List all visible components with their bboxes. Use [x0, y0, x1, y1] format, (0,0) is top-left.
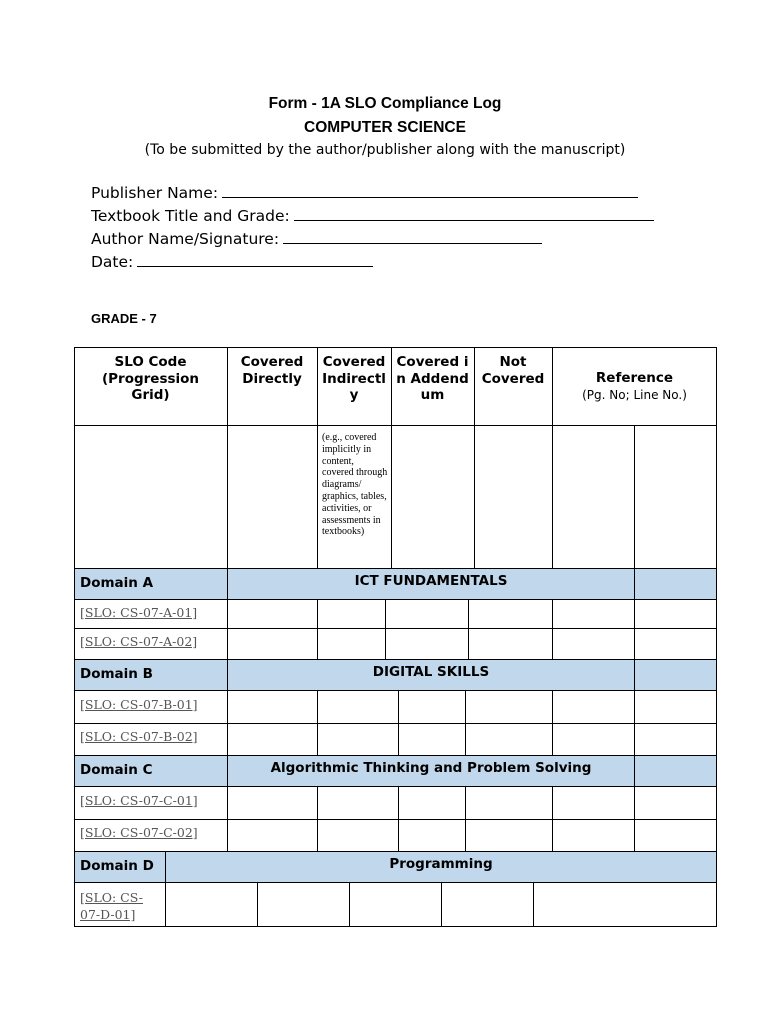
col-divider [468, 599, 469, 659]
col-divider [634, 690, 635, 755]
col-divider [634, 599, 635, 659]
col-divider [317, 786, 318, 851]
col-divider [227, 347, 228, 568]
col-divider [317, 599, 318, 659]
row-divider [74, 599, 717, 600]
header-covered-addendum: Covered in Addendum [396, 354, 469, 403]
header-slo-code: SLO Code (Progression Grid) [101, 354, 200, 403]
domain-b-title: DIGITAL SKILLS [372, 664, 490, 680]
header-covered-directly: Covered Directly [240, 354, 304, 387]
domain-d-title: Programming [389, 856, 493, 872]
publisher-name-line[interactable] [222, 183, 638, 198]
col-divider [533, 882, 534, 927]
col-divider [349, 882, 350, 927]
col-divider [552, 690, 553, 755]
header-reference-sub: (Pg. No; Line No.) [582, 387, 687, 402]
textbook-title-field [91, 206, 654, 225]
header-covered-indirectly: Covered Indirectly [322, 354, 386, 403]
col-divider [441, 882, 442, 927]
col-divider [634, 568, 635, 599]
date-label: Date: [91, 253, 134, 271]
col-divider [257, 882, 258, 927]
row-divider [74, 786, 717, 787]
slo-cs-07-a-01[interactable]: [SLO: CS-07-A-01] [80, 605, 198, 620]
domain-a-label: Domain A [80, 575, 154, 591]
textbook-title-label: Textbook Title and Grade: [91, 207, 290, 225]
publisher-name-label: Publisher Name: [91, 184, 219, 202]
col-divider [552, 786, 553, 851]
grade-label: GRADE - 7 [91, 311, 157, 326]
publisher-name-field [91, 183, 638, 202]
textbook-title-line[interactable] [294, 206, 654, 221]
slo-cs-07-c-01[interactable]: [SLO: CS-07-C-01] [80, 793, 198, 808]
header-reference-label: Reference [595, 370, 674, 386]
col-divider [634, 786, 635, 851]
header-not-covered: Not Covered [481, 354, 545, 387]
domain-c-title: Algorithmic Thinking and Problem Solving [270, 760, 592, 776]
col-divider [227, 786, 228, 851]
domain-d-label: Domain D [80, 858, 154, 874]
row-divider [74, 723, 717, 724]
col-divider [465, 786, 466, 851]
author-name-line[interactable] [283, 229, 542, 244]
subject-title: COMPUTER SCIENCE [304, 119, 466, 136]
col-divider [317, 690, 318, 755]
col-divider [398, 690, 399, 755]
domain-a-title: ICT FUNDAMENTALS [354, 573, 508, 589]
col-divider [391, 347, 392, 568]
col-divider [634, 755, 635, 786]
col-divider [634, 659, 635, 690]
date-line[interactable] [137, 252, 373, 267]
domain-c-label: Domain C [80, 762, 153, 778]
col-divider [465, 690, 466, 755]
author-name-label: Author Name/Signature: [91, 230, 280, 248]
submission-note: (To be submitted by the author/publisher along with the manuscript) [144, 142, 626, 158]
col-divider [552, 599, 553, 659]
slo-cs-07-d-01[interactable]: [SLO: CS-07-D-01] [80, 890, 143, 922]
author-name-field [91, 229, 542, 248]
col-divider [552, 347, 553, 568]
row-divider [74, 425, 717, 426]
domain-b-label: Domain B [80, 666, 153, 682]
col-divider [385, 599, 386, 659]
col-divider [227, 690, 228, 755]
form-title: Form - 1A SLO Compliance Log [268, 95, 502, 112]
slo-cs-07-c-02[interactable]: [SLO: CS-07-C-02] [80, 825, 198, 840]
slo-cs-07-b-01[interactable]: [SLO: CS-07-B-01] [80, 697, 198, 712]
row-divider [74, 690, 717, 691]
row-divider [74, 882, 717, 883]
col-divider [474, 347, 475, 568]
slo-cs-07-b-02[interactable]: [SLO: CS-07-B-02] [80, 729, 198, 744]
date-field [91, 252, 373, 271]
slo-cs-07-a-02[interactable]: [SLO: CS-07-A-02] [80, 634, 198, 649]
header-reference [555, 370, 714, 403]
col-divider [634, 425, 635, 568]
col-divider [398, 786, 399, 851]
row-divider [74, 628, 717, 629]
col-divider [227, 599, 228, 659]
indirect-note: (e.g., covered implicitly in content, covered through diagrams/ graphics, tables, activities, or assessments in textbooks) [322, 432, 388, 538]
row-divider [74, 819, 717, 820]
